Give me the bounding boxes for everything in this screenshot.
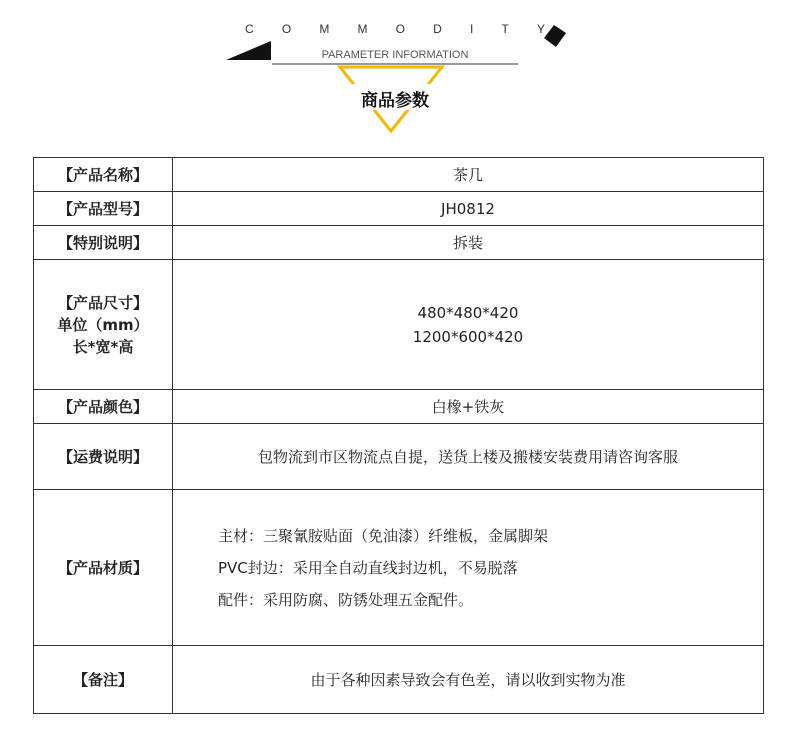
label-text: 【产品尺寸】	[57, 293, 148, 312]
label-text: 【产品型号】	[57, 199, 148, 218]
value-text: 包物流到市区物流点自提，送货上楼及搬楼安装费用请咨询客服	[257, 447, 678, 466]
table-row	[34, 490, 764, 646]
commodity-letter: O	[281, 22, 292, 36]
row-value	[173, 390, 764, 424]
row-label	[34, 260, 173, 390]
commodity-letter: T	[501, 22, 509, 36]
header-decoration	[0, 0, 790, 140]
parameter-subtitle: PARAMETER INFORMATION	[321, 49, 469, 61]
spec-table	[33, 157, 764, 714]
table-row	[34, 158, 764, 192]
label-text: 【产品名称】	[57, 165, 148, 184]
row-value	[173, 646, 764, 714]
row-label	[34, 158, 173, 192]
commodity-letter: M	[319, 22, 330, 36]
label-text: 【备注】	[72, 670, 133, 689]
label-text: 长*宽*高	[72, 337, 134, 356]
label-text: 单位（mm）	[57, 315, 149, 334]
row-label	[34, 192, 173, 226]
row-label	[34, 424, 173, 490]
row-value	[173, 158, 764, 192]
label-text: 【运费说明】	[57, 447, 148, 466]
left-wedge-shape	[226, 41, 271, 60]
row-label	[34, 226, 173, 260]
row-label	[34, 390, 173, 424]
table-row	[34, 390, 764, 424]
value-text: 1200*600*420	[412, 327, 524, 346]
row-value	[173, 424, 764, 490]
table-row	[34, 260, 764, 390]
table-row	[34, 192, 764, 226]
page-title: 商品参数	[361, 91, 429, 111]
row-value	[173, 226, 764, 260]
value-text: 白橡+铁灰	[431, 397, 505, 416]
value-text: 480*480*420	[417, 303, 519, 322]
row-value	[173, 192, 764, 226]
table-row	[34, 646, 764, 714]
commodity-letter: I	[469, 22, 474, 36]
value-text: 由于各种因素导致会有色差，请以收到实物为准	[310, 670, 626, 689]
value-text: PVC封边：采用全自动直线封边机，不易脱落	[218, 558, 518, 577]
commodity-heading	[245, 22, 545, 42]
table-row	[34, 424, 764, 490]
table-row	[34, 226, 764, 260]
commodity-letter: C	[245, 22, 254, 36]
value-text: 拆装	[452, 233, 483, 252]
row-label	[34, 646, 173, 714]
value-text: 配件：采用防腐、防锈处理五金配件。	[218, 590, 474, 609]
commodity-letter: D	[433, 22, 442, 36]
row-label	[34, 490, 173, 646]
label-text: 【产品材质】	[57, 558, 148, 577]
commodity-letter: M	[357, 22, 368, 36]
label-text: 【产品颜色】	[57, 397, 148, 416]
value-text: 茶几	[452, 165, 483, 184]
value-text: 主材：三聚氰胺贴面（免油漆）纤维板，金属脚架	[218, 526, 549, 545]
section-header	[0, 0, 790, 140]
row-value	[173, 260, 764, 390]
commodity-letter: O	[395, 22, 405, 36]
value-text: JH0812	[441, 199, 495, 218]
row-value	[173, 490, 764, 646]
right-diamond-shape	[544, 25, 566, 47]
commodity-letter: Y	[536, 22, 545, 36]
label-text: 【特别说明】	[57, 233, 148, 252]
